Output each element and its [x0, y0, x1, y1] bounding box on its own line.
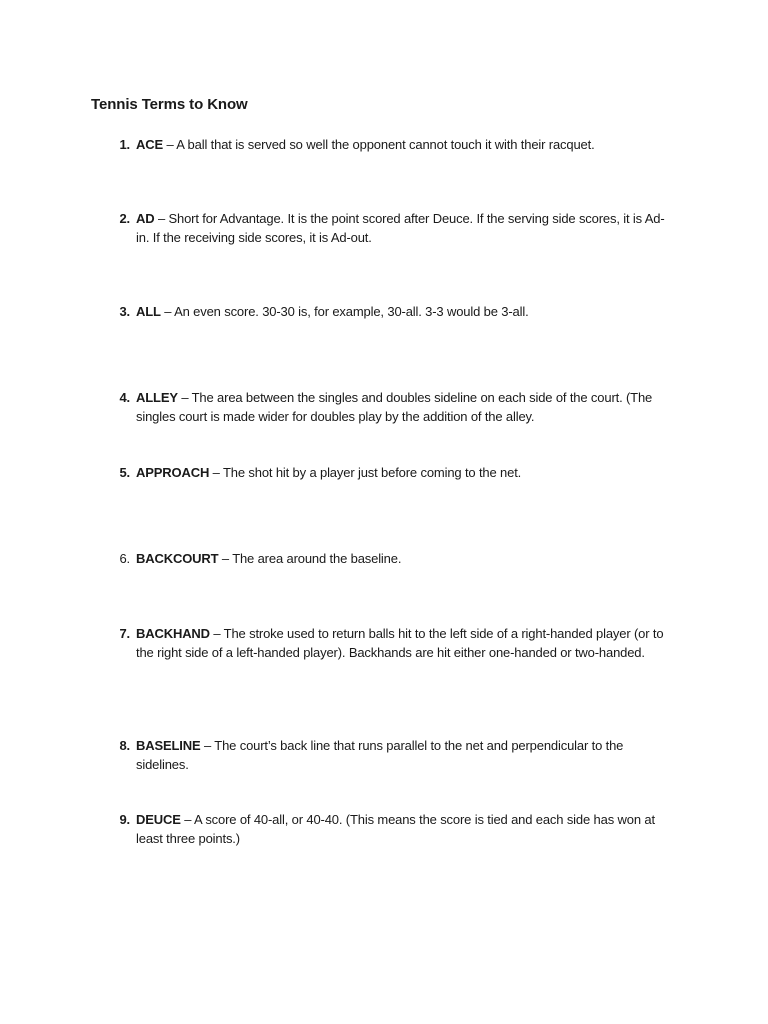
list-number: 3. [119, 304, 130, 319]
term-name: APPROACH [136, 465, 210, 480]
term-text [136, 388, 676, 426]
term-item-ad [108, 209, 708, 247]
term-text [136, 135, 676, 154]
term-definition: – The shot hit by a player just before coming to the net. [209, 465, 522, 480]
term-name: AD [136, 211, 155, 226]
term-text [136, 549, 676, 568]
list-number: 9. [119, 812, 130, 827]
term-definition: – The area around the baseline. [218, 551, 402, 566]
term-definition: – Short for Advantage. It is the point scored after Deuce. If the serving side scores, it is Ad-in. If the receiving side scores, it is Ad-out. [136, 211, 665, 245]
term-text [136, 736, 676, 774]
term-text [136, 209, 676, 247]
list-number: 4. [119, 390, 130, 405]
term-item-baseline [108, 736, 708, 774]
term-definition: – The court’s back line that runs parallel to the net and perpendicular to the sidelines. [136, 738, 624, 772]
term-name: BACKCOURT [136, 551, 219, 566]
list-number: 2. [119, 211, 130, 226]
term-item-deuce [108, 810, 708, 848]
term-definition: – A ball that is served so well the opponent cannot touch it with their racquet. [163, 137, 595, 152]
term-item-ace [108, 135, 708, 154]
term-item-backcourt [108, 549, 708, 568]
term-name: DEUCE [136, 812, 181, 827]
term-definition: – The area between the singles and doubles sideline on each side of the court. (The singles court is made wider for doubles play by the addition of the alley. [136, 390, 653, 424]
term-item-backhand [108, 624, 708, 662]
term-text [136, 302, 676, 321]
term-name: BASELINE [136, 738, 201, 753]
list-number: 8. [119, 738, 130, 753]
term-name: BACKHAND [136, 626, 210, 641]
term-text [136, 624, 676, 662]
term-name: ACE [136, 137, 163, 152]
term-definition: – A score of 40-all, or 40-40. (This means the score is tied and each side has won at least three points.) [136, 812, 655, 846]
page-title: Tennis Terms to Know [91, 96, 248, 113]
term-item-all [108, 302, 708, 321]
term-name: ALLEY [136, 390, 178, 405]
term-text [136, 463, 676, 482]
term-definition: – An even score. 30-30 is, for example, 30-all. 3-3 would be 3-all. [160, 304, 529, 319]
list-number: 5. [119, 465, 130, 480]
list-number: 1. [119, 137, 130, 152]
list-number: 7. [119, 626, 130, 641]
term-item-approach [108, 463, 708, 482]
term-text [136, 810, 676, 848]
term-name: ALL [136, 304, 161, 319]
term-item-alley [108, 388, 708, 426]
list-number: 6. [119, 551, 130, 566]
term-definition: – The stroke used to return balls hit to the left side of a right-handed player (or to the right side of a left-handed player). Backhands are hit either one-handed or two-handed. [136, 626, 664, 660]
